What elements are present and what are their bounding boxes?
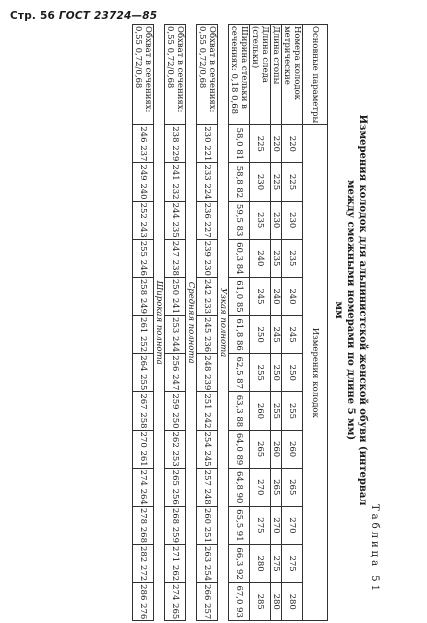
table-number: 51 (369, 575, 380, 594)
value-cell: 248 239 (197, 354, 218, 392)
value-cell: 280 (250, 544, 271, 582)
table-title-line-1: Измерения колодок для альпинистской женской обуви (интервал (357, 114, 368, 506)
param-label: Номера колодок метрические (282, 25, 303, 125)
value-cell: 255 246 (133, 239, 154, 277)
table-row (133, 25, 154, 621)
value-cell: 265 (271, 468, 282, 506)
table-row (250, 25, 271, 621)
value-cell: 244 235 (165, 201, 186, 239)
value-cell: 275 (250, 506, 271, 544)
value-cell: 275 (282, 544, 303, 582)
value-cell: 225 (282, 163, 303, 201)
value-cell: 255 (271, 392, 282, 430)
value-cell: 61,8 86 (229, 316, 250, 354)
table-row (197, 25, 218, 621)
value-cell: 65,5 91 (229, 506, 250, 544)
section-title-row (154, 25, 165, 621)
value-cell: 250 (250, 316, 271, 354)
value-cell: 236 227 (197, 201, 218, 239)
value-cell: 265 (250, 430, 271, 468)
value-cell: 265 (282, 468, 303, 506)
value-cell: 230 (271, 201, 282, 239)
param-label: Обхват в сечениях: 0,55 0,72/0,68 (197, 25, 218, 125)
value-cell: 58,8 82 (229, 163, 250, 201)
value-cell: 261 252 (133, 316, 154, 354)
value-cell: 274 264 (133, 468, 154, 506)
table-row (229, 25, 250, 621)
value-cell: 250 241 (165, 277, 186, 315)
value-cell: 240 (271, 277, 282, 315)
value-cell: 225 (250, 125, 271, 163)
value-cell: 240 (282, 277, 303, 315)
value-cell: 62,5 87 (229, 354, 250, 392)
table-label (369, 504, 380, 594)
value-cell: 260 (250, 392, 271, 430)
param-label: Длина следа (стельки) (250, 25, 271, 125)
table-row (282, 25, 303, 621)
value-cell: 59,5 83 (229, 201, 250, 239)
value-cell: 240 (250, 239, 271, 277)
value-cell: 252 243 (133, 201, 154, 239)
section-title-row (218, 25, 229, 621)
value-cell: 249 240 (133, 163, 154, 201)
value-cell: 220 (271, 125, 282, 163)
page-number: Стр. 56 (10, 10, 55, 22)
value-cell: 233 224 (197, 163, 218, 201)
value-cell: 220 (282, 125, 303, 163)
section-title: Широкая полнота (154, 25, 165, 621)
value-cell: 250 (282, 354, 303, 392)
value-cell: 263 254 (197, 544, 218, 582)
gost-code: ГОСТ 23724—85 (58, 10, 158, 22)
section-title: Средняя полнота (186, 25, 197, 621)
value-cell: 282 272 (133, 544, 154, 582)
value-cell: 235 (282, 239, 303, 277)
value-cell: 256 247 (165, 354, 186, 392)
value-cell: 58,0 81 (229, 125, 250, 163)
value-cell: 254 245 (197, 430, 218, 468)
value-cell: 268 259 (165, 506, 186, 544)
value-cell: 245 (250, 277, 271, 315)
value-cell: 286 276 (133, 583, 154, 621)
value-cell: 265 256 (165, 468, 186, 506)
value-cell: 253 244 (165, 316, 186, 354)
value-cell: 242 233 (197, 277, 218, 315)
value-cell: 260 (282, 430, 303, 468)
value-cell: 255 (282, 392, 303, 430)
value-cell: 266 257 (197, 583, 218, 621)
value-cell: 239 230 (197, 239, 218, 277)
value-cell: 255 (250, 354, 271, 392)
param-label: Обхват в сечениях: 0,55 0,72/0,68 (133, 25, 154, 125)
table-row (271, 25, 282, 621)
value-cell: 264 255 (133, 354, 154, 392)
value-cell: 251 242 (197, 392, 218, 430)
value-cell: 230 (250, 163, 271, 201)
value-cell: 270 (250, 468, 271, 506)
value-cell: 225 (271, 163, 282, 201)
value-cell: 285 (250, 583, 271, 621)
value-cell: 246 237 (133, 125, 154, 163)
value-cell: 270 261 (133, 430, 154, 468)
value-cell: 245 236 (197, 316, 218, 354)
value-cell: 235 (271, 239, 282, 277)
value-cell: 61,0 85 (229, 277, 250, 315)
value-cell: 257 248 (197, 468, 218, 506)
value-cell: 250 (271, 354, 282, 392)
param-label: Длина стопы (271, 25, 282, 125)
value-cell: 245 (271, 316, 282, 354)
value-cell: 267 258 (133, 392, 154, 430)
value-cell: 280 (282, 583, 303, 621)
value-cell: 66,3 92 (229, 544, 250, 582)
value-cell: 238 229 (165, 125, 186, 163)
value-cell: 280 (271, 583, 282, 621)
value-cell: 260 (271, 430, 282, 468)
value-cell: 271 262 (165, 544, 186, 582)
value-cell: 260 251 (197, 506, 218, 544)
measurements-table (132, 24, 328, 621)
value-cell: 247 238 (165, 239, 186, 277)
value-cell: 270 (282, 506, 303, 544)
param-label: Обхват в сечениях: 0,55 0,72/0,68 (165, 25, 186, 125)
value-cell: 60,3 84 (229, 239, 250, 277)
table-title-line-2: между смежными номерами по длине 5 мм) (345, 179, 356, 441)
table-row (165, 25, 186, 621)
value-cell: 262 253 (165, 430, 186, 468)
value-cell: 67,0 93 (229, 583, 250, 621)
value-cell: 270 (271, 506, 282, 544)
value-cell: 63,3 88 (229, 392, 250, 430)
table-unit: мм (333, 301, 344, 319)
value-cell: 64,0 89 (229, 430, 250, 468)
value-cell: 230 221 (197, 125, 218, 163)
header-params: Основные параметры (303, 25, 328, 125)
value-cell: 245 (282, 316, 303, 354)
section-title-row (186, 25, 197, 621)
header-measures: Измерения колодок (303, 125, 328, 621)
value-cell: 259 250 (165, 392, 186, 430)
value-cell: 258 249 (133, 277, 154, 315)
value-cell: 274 265 (165, 583, 186, 621)
table-label-text: Таблица (369, 504, 380, 570)
value-cell: 230 (282, 201, 303, 239)
value-cell: 275 (271, 544, 282, 582)
section-title: Узкая полнота (218, 25, 229, 621)
value-cell: 241 232 (165, 163, 186, 201)
value-cell: 235 (250, 201, 271, 239)
param-label: Ширина стельки в сечениях: 0,18 0,68 (229, 25, 250, 125)
value-cell: 64,8 90 (229, 468, 250, 506)
rotated-table-page (50, 20, 380, 620)
value-cell: 278 268 (133, 506, 154, 544)
